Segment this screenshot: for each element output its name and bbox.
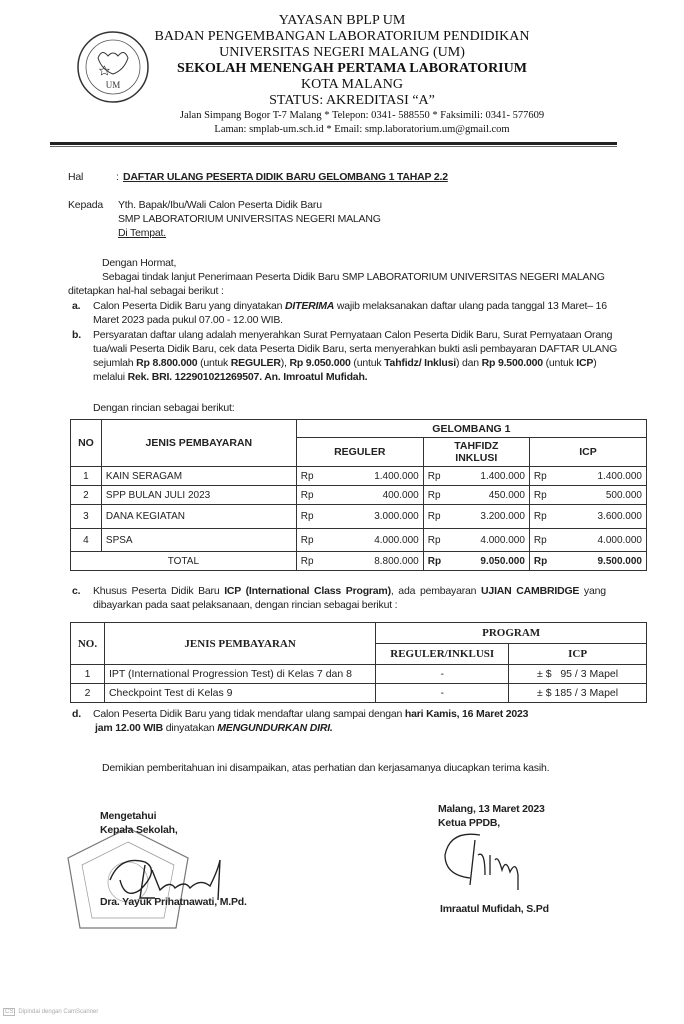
letterhead-divider xyxy=(50,142,617,145)
text: (untuk xyxy=(350,357,385,369)
item-b-line-4 xyxy=(93,371,367,383)
header-reguler: REGULER xyxy=(296,438,423,467)
text: ), xyxy=(280,357,290,369)
recipient-line-1: Yth. Bapak/Ibu/Wali Calon Peserta Didik Baru xyxy=(118,199,322,211)
kepada-label: Kepada xyxy=(68,199,104,211)
currency: Rp xyxy=(296,552,326,571)
committee-signature-icon xyxy=(440,830,550,900)
principal-title: Kepala Sekolah, xyxy=(100,824,178,836)
row-icp: ± $ 185 / 3 Mapel xyxy=(509,684,647,703)
item-b-line-3 xyxy=(93,357,597,369)
header-no: NO. xyxy=(71,623,105,665)
total-tahfidz: 9.050.000 xyxy=(454,552,530,571)
currency: Rp xyxy=(423,505,453,529)
currency: Rp xyxy=(296,467,326,486)
intro-line-1: Sebagai tindak lanjut Penerimaan Peserta Didik Baru SMP LABORATORIUM UNIVERSITAS NEGERI MALANG xyxy=(102,271,605,283)
currency: Rp xyxy=(423,552,453,571)
item-c-line-2: dibayarkan pada saat pelaksanaan, dengan rincian sebagai berikut : xyxy=(93,599,398,611)
text: (untuk xyxy=(542,357,577,369)
row-no: 3 xyxy=(71,505,102,529)
amount-icp: Rp 9.500.000 xyxy=(481,357,543,369)
currency: Rp xyxy=(529,505,559,529)
row-reguler: - xyxy=(376,665,509,684)
row-jenis: SPP BULAN JULI 2023 xyxy=(101,486,296,505)
currency: Rp xyxy=(423,467,453,486)
item-a-emphasis: DITERIMA xyxy=(285,300,335,312)
letterhead-school: SEKOLAH MENENGAH PERTAMA LABORATORIUM xyxy=(177,61,527,76)
committee-name: Imraatul Mufidah, S.Pd xyxy=(440,903,549,915)
item-a-text-end: wajib melaksanakan daftar ulang pada tanggal 13 Maret– 16 xyxy=(334,300,607,312)
amount-tahfidz: 1.400.000 xyxy=(454,467,530,486)
amount-tahfidz: 450.000 xyxy=(454,486,530,505)
table-row xyxy=(71,467,647,486)
cambridge-table xyxy=(70,622,647,703)
program-icp: ICP xyxy=(576,357,594,369)
amount-tahfidz: Rp 9.050.000 xyxy=(289,357,351,369)
row-no: 2 xyxy=(71,684,105,703)
closing-text: Demikian pemberitahuan ini disampaikan, atas perhatian dan kerjasamanya diucapkan terima kasih. xyxy=(102,762,550,774)
currency: Rp xyxy=(529,486,559,505)
program-tahfidz: Tahfidz/ Inklusi xyxy=(384,357,456,369)
item-c-marker: c. xyxy=(72,585,81,597)
item-c-line-1 xyxy=(93,585,606,597)
item-b-line-1: Persyaratan daftar ulang adalah menyerahkan Surat Pernyataan Calon Peserta Didik Baru, Surat Pernyataan Orang xyxy=(93,329,613,341)
text: ) xyxy=(593,357,597,369)
letterhead-web: Laman: smplab-um.sch.id * Email: smp.laboratorium.um@gmail.com xyxy=(214,124,510,135)
letterhead-university: UNIVERSITAS NEGERI MALANG (UM) xyxy=(219,45,465,60)
letterhead-foundation: YAYASAN BPLP UM xyxy=(278,13,406,28)
hal-colon: : xyxy=(116,171,119,183)
scanner-text: Dipindai dengan CamScanner xyxy=(18,1009,99,1015)
header-gelombang: GELOMBANG 1 xyxy=(296,420,646,438)
scanner-watermark xyxy=(3,1008,98,1016)
table-row xyxy=(71,505,647,529)
text: dinyatakan xyxy=(163,722,218,734)
deadline: hari Kamis, 16 Maret 2023 xyxy=(404,708,529,720)
amount-icp: 4.000.000 xyxy=(560,529,647,552)
amount-icp: 3.600.000 xyxy=(560,505,647,529)
text: (untuk xyxy=(197,357,231,369)
table-row xyxy=(71,665,647,684)
item-a-text: Calon Peserta Didik Baru yang dinyatakan xyxy=(93,300,285,312)
currency: Rp xyxy=(296,505,326,529)
item-b-line-2: tua/wali Peserta Didik Baru, cek data Peserta Didik Baru, serta menyerahkan bukti asli pembayaran DAFTAR ULANG xyxy=(93,343,618,355)
header-no: NO xyxy=(71,420,102,467)
row-no: 2 xyxy=(71,486,102,505)
svg-text:UM: UM xyxy=(105,80,121,90)
row-jenis: DANA KEGIATAN xyxy=(101,505,296,529)
row-no: 1 xyxy=(71,467,102,486)
text: Khusus Peserta Didik Baru xyxy=(93,585,225,597)
currency: Rp xyxy=(296,486,326,505)
header-reguler-inklusi: REGULER/INKLUSI xyxy=(376,644,509,665)
amount-reguler: 3.000.000 xyxy=(327,505,424,529)
bank-account: Rek. BRI. 122901021269507. An. Imroatul Mufidah. xyxy=(127,371,368,383)
program-reguler: REGULER xyxy=(230,357,281,369)
header-icp: ICP xyxy=(529,438,646,467)
text: Calon Peserta Didik Baru yang tidak mendaftar ulang sampai dengan xyxy=(93,708,405,720)
camscanner-icon: CS xyxy=(5,1009,14,1015)
header-jenis: JENIS PEMBAYARAN xyxy=(104,623,375,665)
row-no: 4 xyxy=(71,529,102,552)
item-a-marker: a. xyxy=(72,300,81,312)
rincian-intro: Dengan rincian sebagai berikut: xyxy=(93,402,235,414)
recipient-line-2: SMP LABORATORIUM UNIVERSITAS NEGERI MALANG xyxy=(118,213,381,225)
hal-label: Hal xyxy=(68,171,84,183)
cambridge-exam: UJIAN CAMBRIDGE xyxy=(481,585,580,597)
item-b-marker: b. xyxy=(72,329,81,341)
deadline-time: jam 12.00 WIB xyxy=(95,722,164,734)
amount-icp: 500.000 xyxy=(560,486,647,505)
item-a-line-2: Maret 2023 pada pukul 07.00 - 12.00 WIB. xyxy=(93,314,283,326)
item-d-line-1 xyxy=(93,708,528,720)
letterhead-city: KOTA MALANG xyxy=(301,77,403,92)
amount-reguler: 4.000.000 xyxy=(327,529,424,552)
amount-reguler: Rp 8.800.000 xyxy=(136,357,198,369)
intro-line-2: ditetapkan hal-hal sebagai berikut : xyxy=(68,285,224,297)
letterhead-agency: BADAN PENGEMBANGAN LABORATORIUM PENDIDIKAN xyxy=(154,29,530,44)
header-program: PROGRAM xyxy=(376,623,647,644)
recipient-line-3: Di Tempat. xyxy=(118,227,166,239)
row-jenis: Checkpoint Test di Kelas 9 xyxy=(104,684,375,703)
item-d-marker: d. xyxy=(72,708,81,720)
subject: DAFTAR ULANG PESERTA DIDIK BARU GELOMBANG 1 TAHAP 2.2 xyxy=(123,171,448,183)
principal-name: Dra. Yayuk Prihatnawati, M.Pd. xyxy=(100,896,247,908)
greeting: Dengan Hormat, xyxy=(102,257,177,269)
acknowledge-label: Mengetahui xyxy=(100,810,157,822)
amount-tahfidz: 4.000.000 xyxy=(454,529,530,552)
row-jenis: KAIN SERAGAM xyxy=(101,467,296,486)
currency: Rp xyxy=(529,552,559,571)
text: yang xyxy=(579,585,606,597)
amount-reguler: 1.400.000 xyxy=(327,467,424,486)
text: melalui xyxy=(93,371,128,383)
text: , ada pembayaran xyxy=(390,585,482,597)
row-jenis: IPT (International Progression Test) di Kelas 7 dan 8 xyxy=(104,665,375,684)
place-date: Malang, 13 Maret 2023 xyxy=(438,803,545,815)
item-a-line-1 xyxy=(93,300,607,312)
amount-icp: 1.400.000 xyxy=(560,467,647,486)
header-icp: ICP xyxy=(509,644,647,665)
currency: Rp xyxy=(529,467,559,486)
text: sejumlah xyxy=(93,357,137,369)
header-tahfidz xyxy=(423,438,529,467)
withdrawal-notice: MENGUNDURKAN DIRI. xyxy=(217,722,333,734)
header-tahfidz-1: TAHFIDZ xyxy=(454,440,499,452)
item-d-line-2 xyxy=(95,722,333,734)
row-reguler: - xyxy=(376,684,509,703)
currency: Rp xyxy=(296,529,326,552)
icp-program: ICP (International Class Program) xyxy=(224,585,391,597)
row-no: 1 xyxy=(71,665,105,684)
total-reguler: 8.800.000 xyxy=(327,552,424,571)
amount-reguler: 400.000 xyxy=(327,486,424,505)
amount-tahfidz: 3.200.000 xyxy=(454,505,530,529)
row-icp: ± $ 95 / 3 Mapel xyxy=(509,665,647,684)
committee-role: Ketua PPDB, xyxy=(438,817,500,829)
total-label: TOTAL xyxy=(71,552,297,571)
text: ) dan xyxy=(455,357,482,369)
header-tahfidz-2: INKLUSI xyxy=(455,452,498,464)
table-row xyxy=(71,684,647,703)
letterhead-divider-thin xyxy=(50,146,617,147)
table-row xyxy=(71,529,647,552)
table-row xyxy=(71,486,647,505)
letterhead-accreditation: STATUS: AKREDITASI “A” xyxy=(269,93,435,108)
row-jenis: SPSA xyxy=(101,529,296,552)
currency: Rp xyxy=(529,529,559,552)
fee-table xyxy=(70,419,647,571)
currency: Rp xyxy=(423,529,453,552)
total-row xyxy=(71,552,647,571)
total-icp: 9.500.000 xyxy=(560,552,647,571)
letterhead-address: Jalan Simpang Bogor T-7 Malang * Telepon: 0341- 588550 * Faksimili: 0341- 577609 xyxy=(179,110,545,121)
header-jenis: JENIS PEMBAYARAN xyxy=(101,420,296,467)
currency: Rp xyxy=(423,486,453,505)
